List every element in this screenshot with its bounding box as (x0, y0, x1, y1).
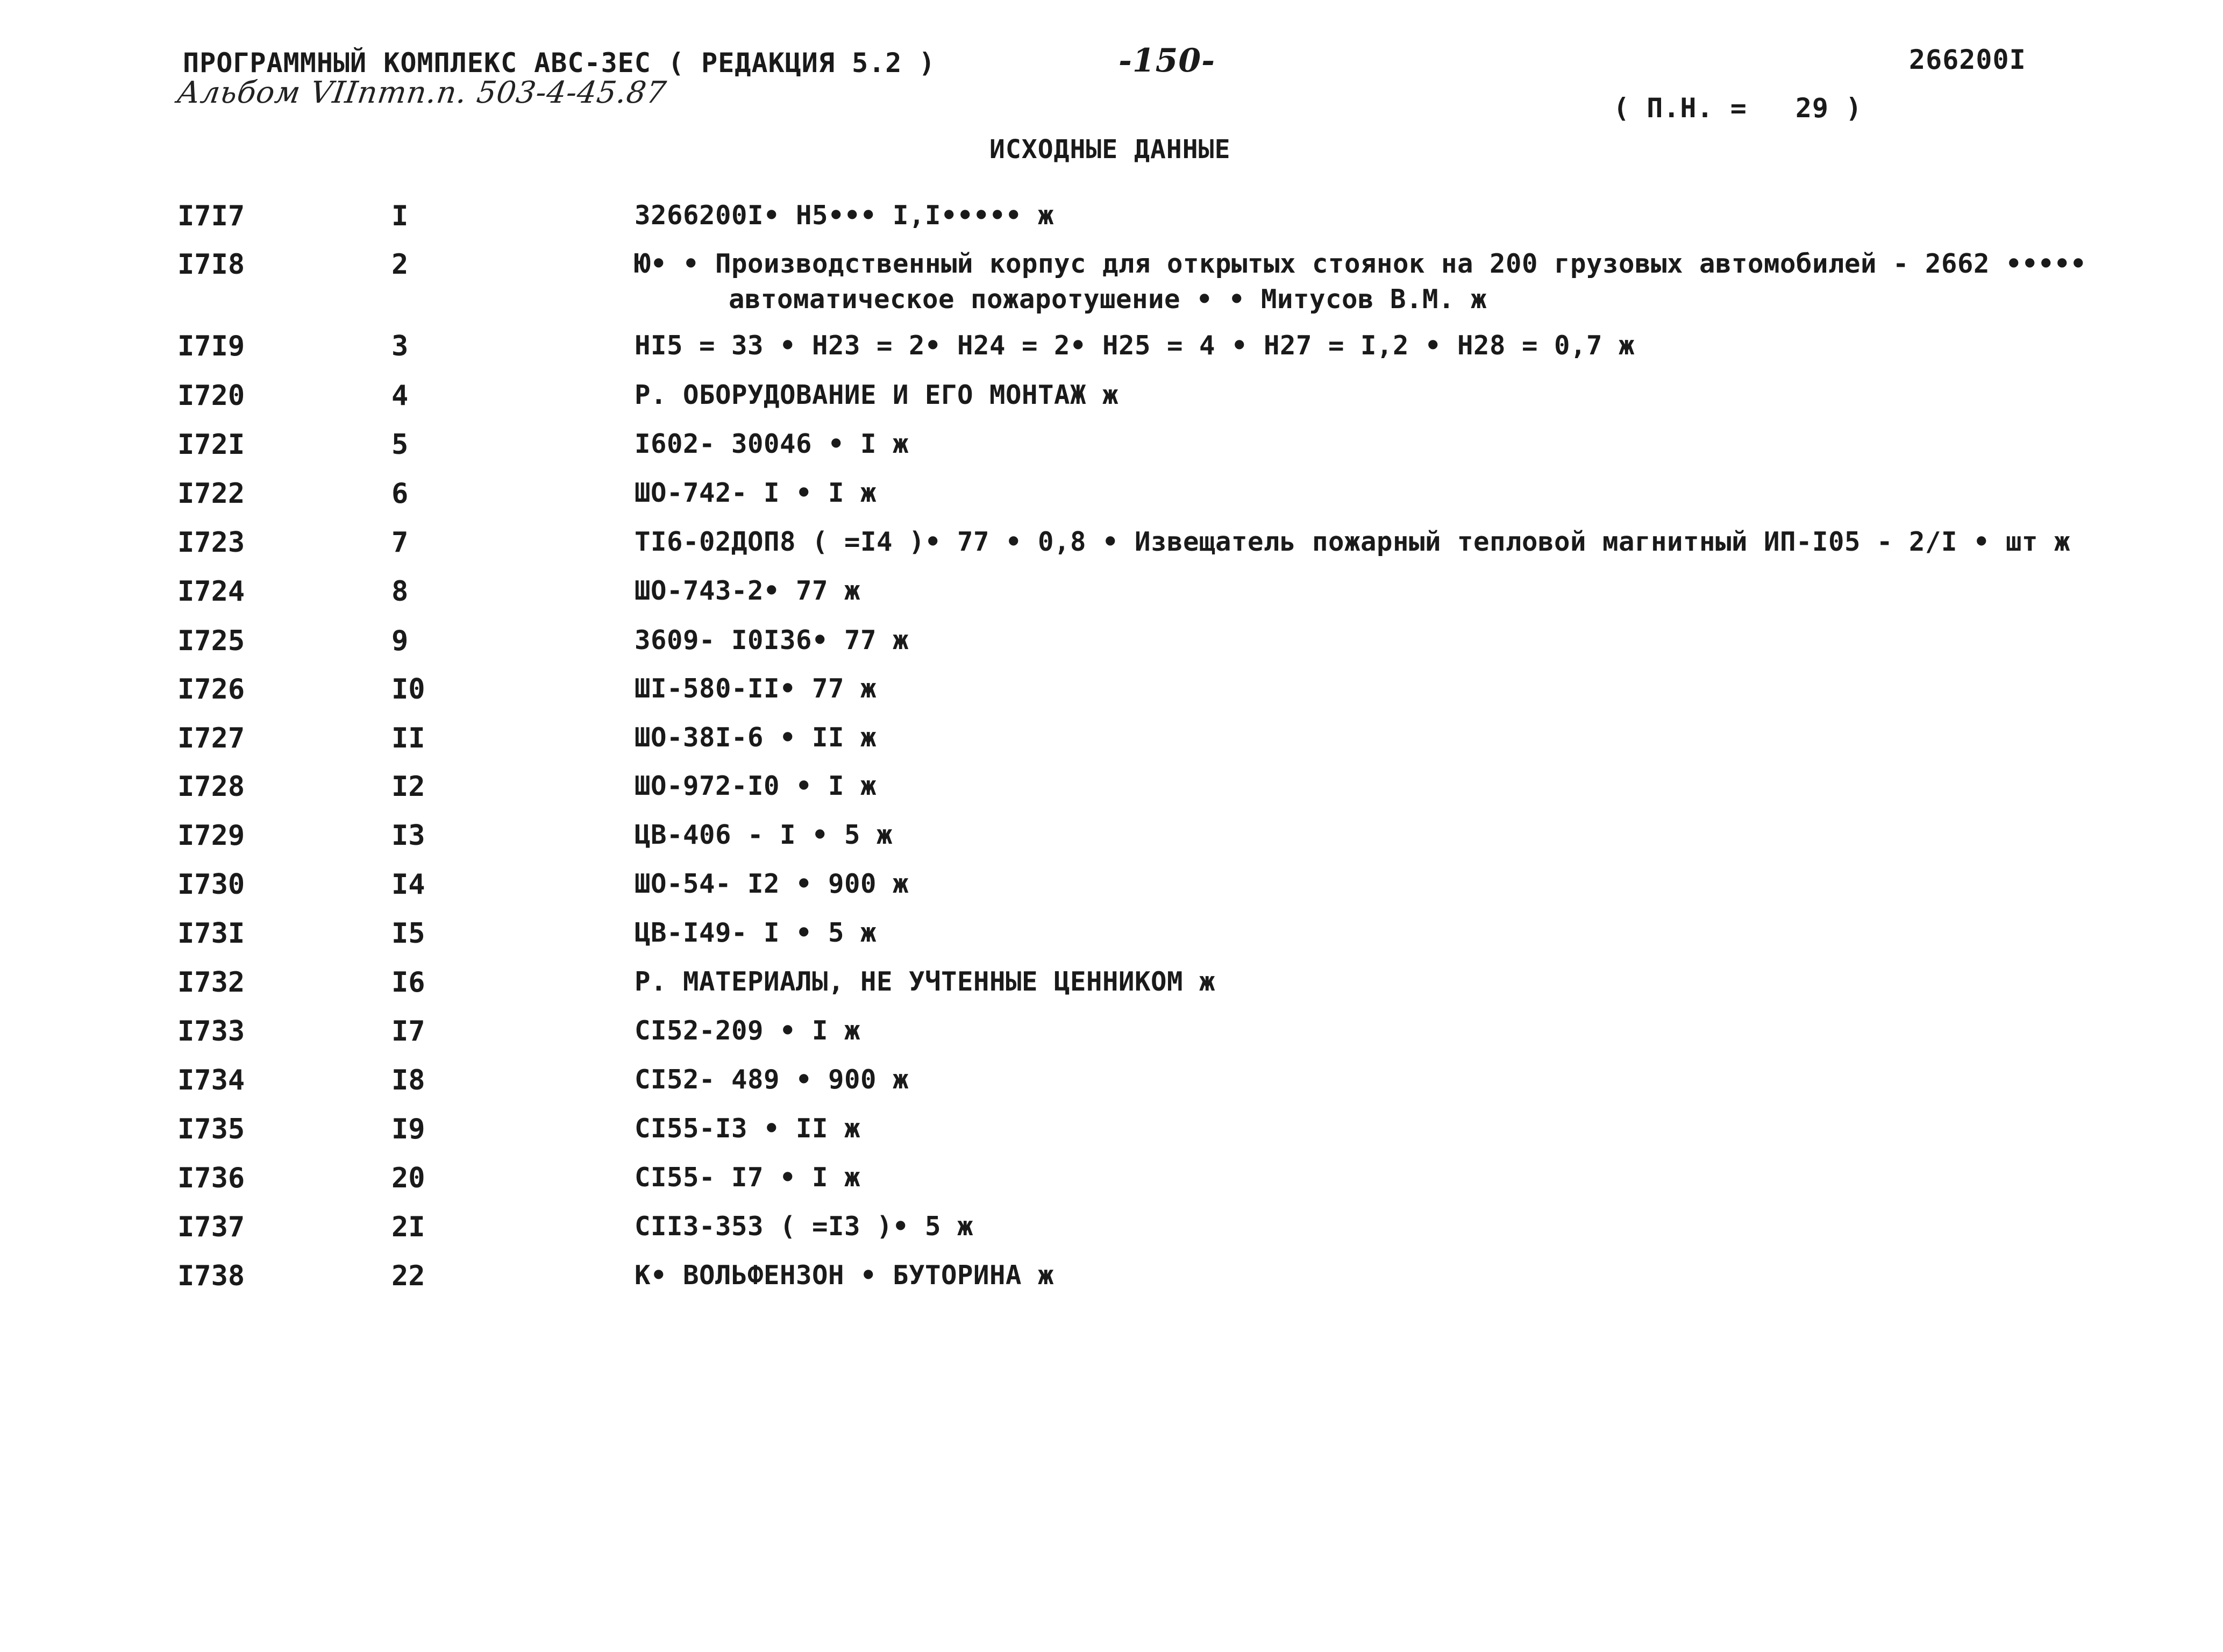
row-line-number: I729 (177, 820, 245, 852)
row-index: 22 (391, 1260, 425, 1292)
page-number: -150- (1118, 42, 1216, 80)
row-index: 6 (391, 478, 409, 510)
row-index: I4 (391, 868, 425, 901)
row-line-number: I7I7 (177, 200, 245, 232)
row-line-number: I736 (177, 1162, 245, 1194)
row-line-number: I727 (177, 722, 245, 754)
row-content: Ю• • Производственный корпус для открытых стоянок на 200 грузовых автомобилей - 2662 ••••• (635, 248, 2087, 279)
row-line-number: I738 (177, 1260, 245, 1292)
row-content: Р. МАТЕРИАЛЫ, НЕ УЧТЕННЫЕ ЦЕННИКОМ ж (635, 966, 1216, 997)
row-content: ЦВ-406 - I • 5 ж (635, 820, 893, 850)
row-index: 2 (391, 248, 409, 281)
pn-value: 29 ) (1795, 92, 1863, 124)
row-line-number: I723 (177, 526, 245, 559)
row-content: СI52- 489 • 900 ж (635, 1064, 909, 1095)
row-content: ШО-972-I0 • I ж (635, 771, 877, 801)
row-content: НI5 = 33 • Н23 = 2• Н24 = 2• Н25 = 4 • Н27 = I,2 • Н28 = 0,7 ж (635, 330, 1635, 361)
row-line-number: I737 (177, 1211, 245, 1243)
document-code: 266200I (1909, 44, 2026, 75)
row-content: СI52-209 • I ж (635, 1015, 861, 1046)
program-header: ПРОГРАММНЫЙ КОМПЛЕКС АВС-ЗЕС ( РЕДАКЦИЯ 5.2 ) (183, 47, 936, 79)
row-line-number: I724 (177, 575, 245, 608)
row-index: 7 (391, 526, 409, 559)
row-index: I (391, 200, 409, 232)
row-index: II (391, 722, 425, 754)
row-content: СII3-353 ( =I3 )• 5 ж (635, 1211, 974, 1242)
row-index: 3 (391, 330, 409, 362)
row-index: 8 (391, 575, 409, 608)
row-content: 3266200I• Н5••• I,I••••• ж (635, 200, 1054, 231)
row-content: СI55- I7 • I ж (635, 1162, 861, 1193)
row-line-number: I728 (177, 771, 245, 803)
row-content: ШI-580-II• 77 ж (635, 673, 877, 704)
row-index: 20 (391, 1162, 425, 1194)
row-line-number: I733 (177, 1015, 245, 1048)
row-index: I7 (391, 1015, 425, 1048)
row-index: I0 (391, 673, 425, 706)
row-index: I3 (391, 820, 425, 852)
row-content: К• ВОЛЬФЕНЗОН • БУТОРИНА ж (635, 1260, 1054, 1291)
row-line-number: I72I (177, 429, 245, 461)
row-line-number: I732 (177, 966, 245, 999)
pn-label: ( П.Н. = (1613, 92, 1747, 124)
album-handwritten-note: Альбом VIIптп.п. 503-4-45.87 (175, 75, 669, 110)
row-index: I8 (391, 1064, 425, 1096)
row-line-number: I726 (177, 673, 245, 706)
row-index: I5 (391, 917, 425, 950)
page-title: ИСХОДНЫЕ ДАННЫЕ (989, 134, 1231, 165)
row-line-number: I7I9 (177, 330, 245, 362)
row-line-number: I725 (177, 625, 245, 657)
row-index: I9 (391, 1113, 425, 1145)
row-index: 5 (391, 429, 409, 461)
row-index: I2 (391, 771, 425, 803)
row-index: 4 (391, 380, 409, 412)
row-line-number: I720 (177, 380, 245, 412)
row-index: I6 (391, 966, 425, 999)
row-content-continuation: автоматическое пожаротушение • • Митусов В.М. ж (729, 284, 1487, 315)
row-line-number: I7I8 (177, 248, 245, 281)
row-content: Р. ОБОРУДОВАНИЕ И ЕГО МОНТАЖ ж (635, 380, 1119, 410)
row-content: ШО-54- I2 • 900 ж (635, 868, 909, 899)
row-content: ТI6-02ДОП8 ( =I4 )• 77 • 0,8 • Извещатель пожарный тепловой магнитный ИП-I05 - 2/I • шт ж (635, 526, 2071, 557)
row-index: 2I (391, 1211, 425, 1243)
row-content: 3609- I0I36• 77 ж (635, 625, 909, 656)
row-content: ШО-742- I • I ж (635, 478, 877, 508)
row-index: 9 (391, 625, 409, 657)
row-content: ШО-38I-6 • II ж (635, 722, 877, 753)
row-content: I602- 30046 • I ж (635, 429, 909, 459)
row-line-number: I730 (177, 868, 245, 901)
row-content: СI55-I3 • II ж (635, 1113, 861, 1144)
row-line-number: I735 (177, 1113, 245, 1145)
row-line-number: I734 (177, 1064, 245, 1096)
row-line-number: I722 (177, 478, 245, 510)
row-line-number: I73I (177, 917, 245, 950)
row-content: ЦВ-I49- I • 5 ж (635, 917, 877, 948)
row-content: ШО-743-2• 77 ж (635, 575, 861, 606)
pn-indicator (1613, 92, 1862, 124)
